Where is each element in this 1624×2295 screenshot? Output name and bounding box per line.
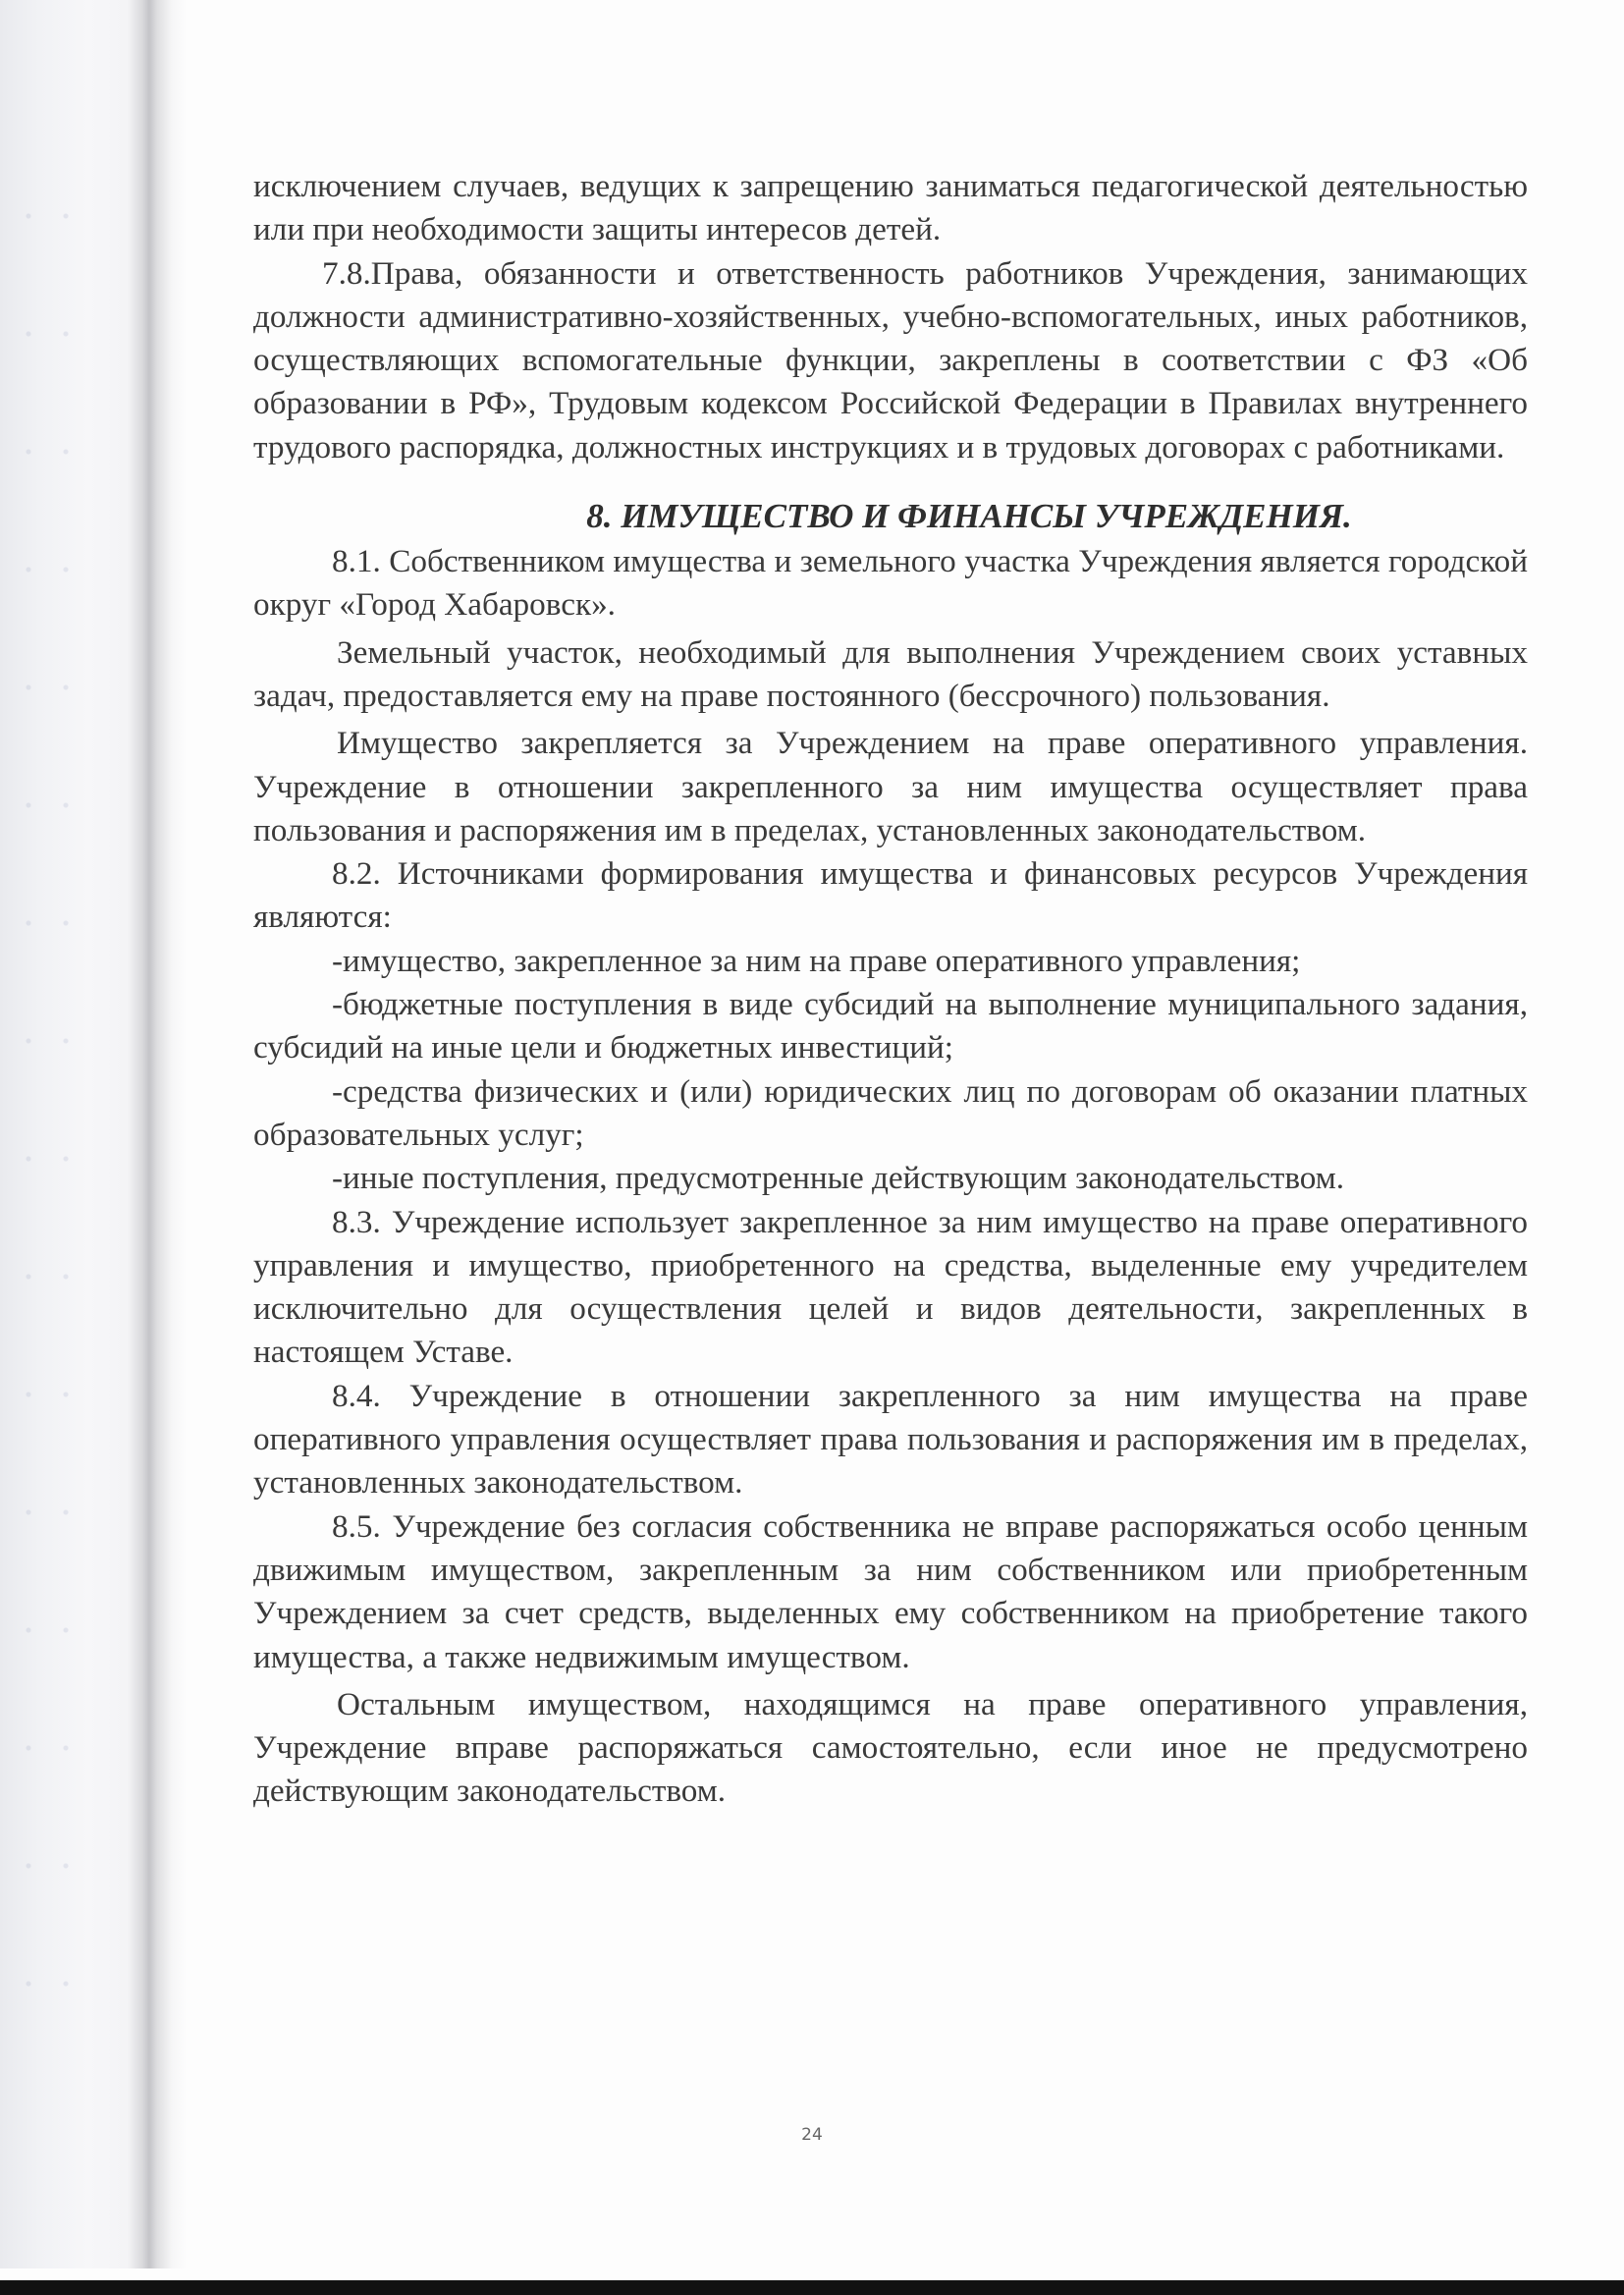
paragraph-8-3: 8.3. Учреждение использует закрепленное за ним имущество на праве оперативного управления и имущество, приобретенного на средства, выделенные ему учредителем исключительно для осуществления целей и видов деятельности, закрепленных в настоящем Уставе.	[253, 1203, 1528, 1371]
paragraph-property-management: Имущество закрепляется за Учреждением на праве оперативного управления. Учреждение в отношении закрепленного за ним имущества осуществляет права пользования и распоряжения им в пределах, установленных законодательством.	[253, 725, 1528, 848]
list-item-budget: -бюджетные поступления в виде субсидий на выполнение муниципального задания, субсидий на иные цели и бюджетных инвестиций;	[253, 986, 1528, 1066]
scanner-bottom-edge	[0, 2280, 1624, 2295]
paragraph-8-4: 8.4. Учреждение в отношении закрепленного за ним имущества на праве оперативного управления осуществляет права пользования и распоряжения им в пределах, установленных законодательством.	[253, 1377, 1528, 1502]
document-body	[253, 165, 1528, 1814]
list-item-property: -имущество, закрепленное за ним на праве оперативного управления;	[332, 942, 1301, 979]
paragraph-8-5: 8.5. Учреждение без согласия собственника не вправе распоряжаться особо ценным движимым имуществом, закрепленным за ним собственником или приобретенным Учреждением за счет средств, выделенных ему собственником на приобретение такого имущества, а также недвижимым имуществом.	[253, 1507, 1528, 1675]
list-item-funds: -средства физических и (или) юридических лиц по договорам об оказании платных образовательных услуг;	[253, 1072, 1528, 1153]
paragraph-8-2: 8.2. Источниками формирования имущества и финансовых ресурсов Учреждения являются:	[253, 855, 1528, 936]
list-item-other: -иные поступления, предусмотренные действующим законодательством.	[332, 1160, 1345, 1197]
paragraph-continuation: исключением случаев, ведущих к запрещению заниматься педагогической деятельностью или при необходимости защиты интересов детей.	[253, 168, 1528, 248]
paragraph-8-1: 8.1. Собственником имущества и земельного участка Учреждения является городской округ «Город Хабаровск».	[253, 543, 1528, 624]
section-heading: 8. ИМУЩЕСТВО И ФИНАНСЫ УЧРЕЖДЕНИЯ.	[586, 497, 1352, 536]
paragraph-land-plot: Земельный участок, необходимый для выполнения Учреждением своих уставных задач, предоставляется ему на праве постоянного (бессрочного) пользования.	[253, 633, 1528, 714]
paragraph-7-8: 7.8.Права, обязанности и ответственность работников Учреждения, занимающих должности административно-хозяйственных, учебно-вспомогательных, иных работников, осуществляющих вспомогательные функции, закреплены в соответствии с ФЗ «Об образовании в РФ», Трудовым кодексом Российской Федерации в Правилах внутреннего трудового распорядка, должностных инструкциях и в трудовых договорах с работниками.	[253, 254, 1528, 465]
paragraph-remaining-property: Остальным имуществом, находящимся на праве оперативного управления, Учреждение вправе распоряжаться самостоятельно, если иное не предусмотрено действующим законодательством.	[253, 1685, 1528, 1810]
scanner-noise	[10, 157, 79, 2023]
page-number: 24	[801, 2125, 823, 2145]
